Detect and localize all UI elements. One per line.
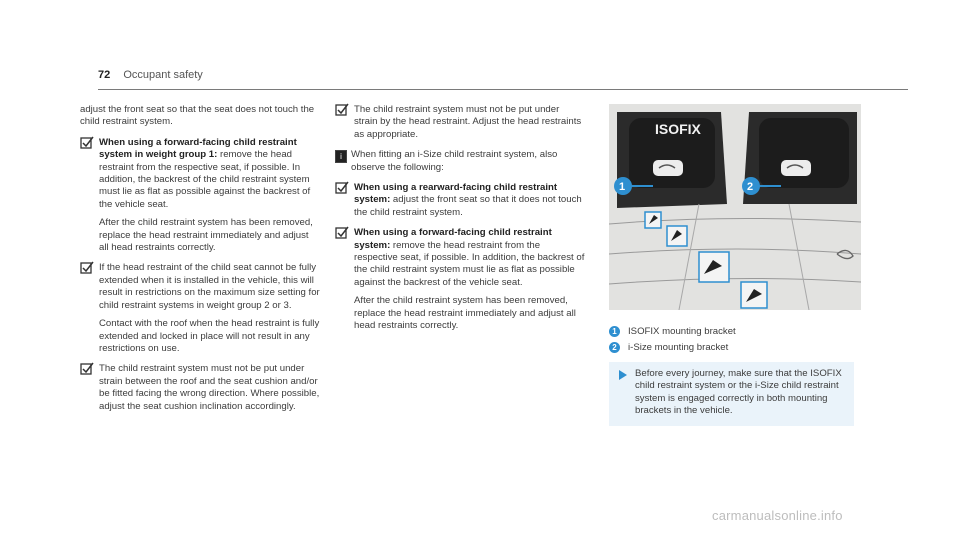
- figure-legend: [609, 325, 859, 357]
- checkmark-box-icon: [335, 226, 349, 240]
- legend-item: [609, 325, 859, 338]
- isofix-illustration-svg: [609, 104, 861, 310]
- isofix-illustration: [609, 104, 861, 310]
- column-left: [80, 104, 320, 421]
- item-text: adjust the front seat so that it does not touch the child restraint system.: [354, 194, 582, 218]
- checklist-item: [80, 363, 320, 413]
- legend-text: ISOFIX mounting bracket: [628, 326, 736, 337]
- arrow-right-icon: [619, 370, 627, 380]
- checklist-item: [335, 227, 585, 332]
- item-text: remove the head restraint from the respective seat, if possible. In addition, the backrest of the child restraint system must lie as flat as possible against the backrest of the vehicle seat.: [354, 239, 585, 288]
- note-text: When fitting an i-Size child restraint system, also observe the following:: [351, 149, 558, 173]
- info-note: [335, 149, 585, 174]
- page-number: 72: [98, 69, 111, 81]
- checklist-item: [80, 137, 320, 255]
- item-paragraph: Contact with the roof when the head restraint is fully extended and locked in place will not result in any restrictions on use.: [99, 318, 320, 354]
- watermark: carmanualsonline.info: [712, 508, 843, 523]
- instruction-text: Before every journey, make sure that the ISOFIX child restraint system or the i-Size child restraint system is engaged correctly in both mounting brackets in the vehicle.: [635, 368, 842, 417]
- header-rule: [98, 89, 908, 90]
- item-paragraph: After the child restraint system has been removed, replace the head restraint immediately and adjust all head restraints correctly.: [354, 295, 576, 332]
- legend-item: [609, 341, 859, 354]
- checkmark-box-icon: [80, 261, 94, 275]
- item-heading: When using a forward-facing child restraint system:: [354, 227, 552, 251]
- item-text: If the head restraint of the child seat cannot be fully extended when it is installed in the vehicle, this will result in restrictions on the maximum size setting for child restraint systems in weight group 2 or 3.: [99, 262, 320, 311]
- page-header: [98, 69, 203, 81]
- section-title: Occupant safety: [123, 69, 203, 81]
- item-text: remove the head restraint from the respective seat, if possible. In addition, the backrest of the child restraint system must lie as flat as possible against the backrest of the vehicle seat.: [99, 149, 311, 210]
- isofix-label: ISOFIX: [655, 121, 701, 137]
- item-text: The child restraint system must not be put under strain between the roof and the seat cushion and/or be fitted facing the wrong direction. Where possible, adjust the seat cushion inclination accordingly.: [99, 363, 320, 412]
- legend-number: 1: [609, 326, 620, 337]
- item-text: The child restraint system must not be put under strain by the head restraint. Adjust the head restraints as appropriate.: [354, 104, 582, 140]
- info-icon: i: [335, 150, 347, 163]
- checklist-item: [80, 262, 320, 355]
- legend-number: 2: [609, 342, 620, 353]
- checkmark-box-icon: [80, 136, 94, 150]
- item-heading: When using a rearward-facing child restraint system:: [354, 182, 558, 206]
- checkmark-box-icon: [80, 362, 94, 376]
- column-middle: [335, 104, 585, 341]
- checklist-item: [335, 104, 585, 141]
- item-paragraph: After the child restraint system has been removed, replace the head restraint immediately and adjust all head restraints correctly.: [99, 217, 313, 254]
- item-heading: When using a forward-facing child restraint system in weight group 1:: [99, 136, 297, 161]
- instruction-box: [609, 362, 854, 426]
- checkmark-box-icon: [335, 181, 349, 195]
- checklist-item: [335, 182, 585, 219]
- intro-paragraph: adjust the front seat so that the seat does not touch the child restraint system.: [80, 104, 315, 128]
- callout-1: 1: [619, 181, 626, 193]
- checkmark-box-icon: [335, 103, 349, 117]
- callout-2: 2: [747, 181, 754, 193]
- legend-text: i-Size mounting bracket: [628, 342, 729, 353]
